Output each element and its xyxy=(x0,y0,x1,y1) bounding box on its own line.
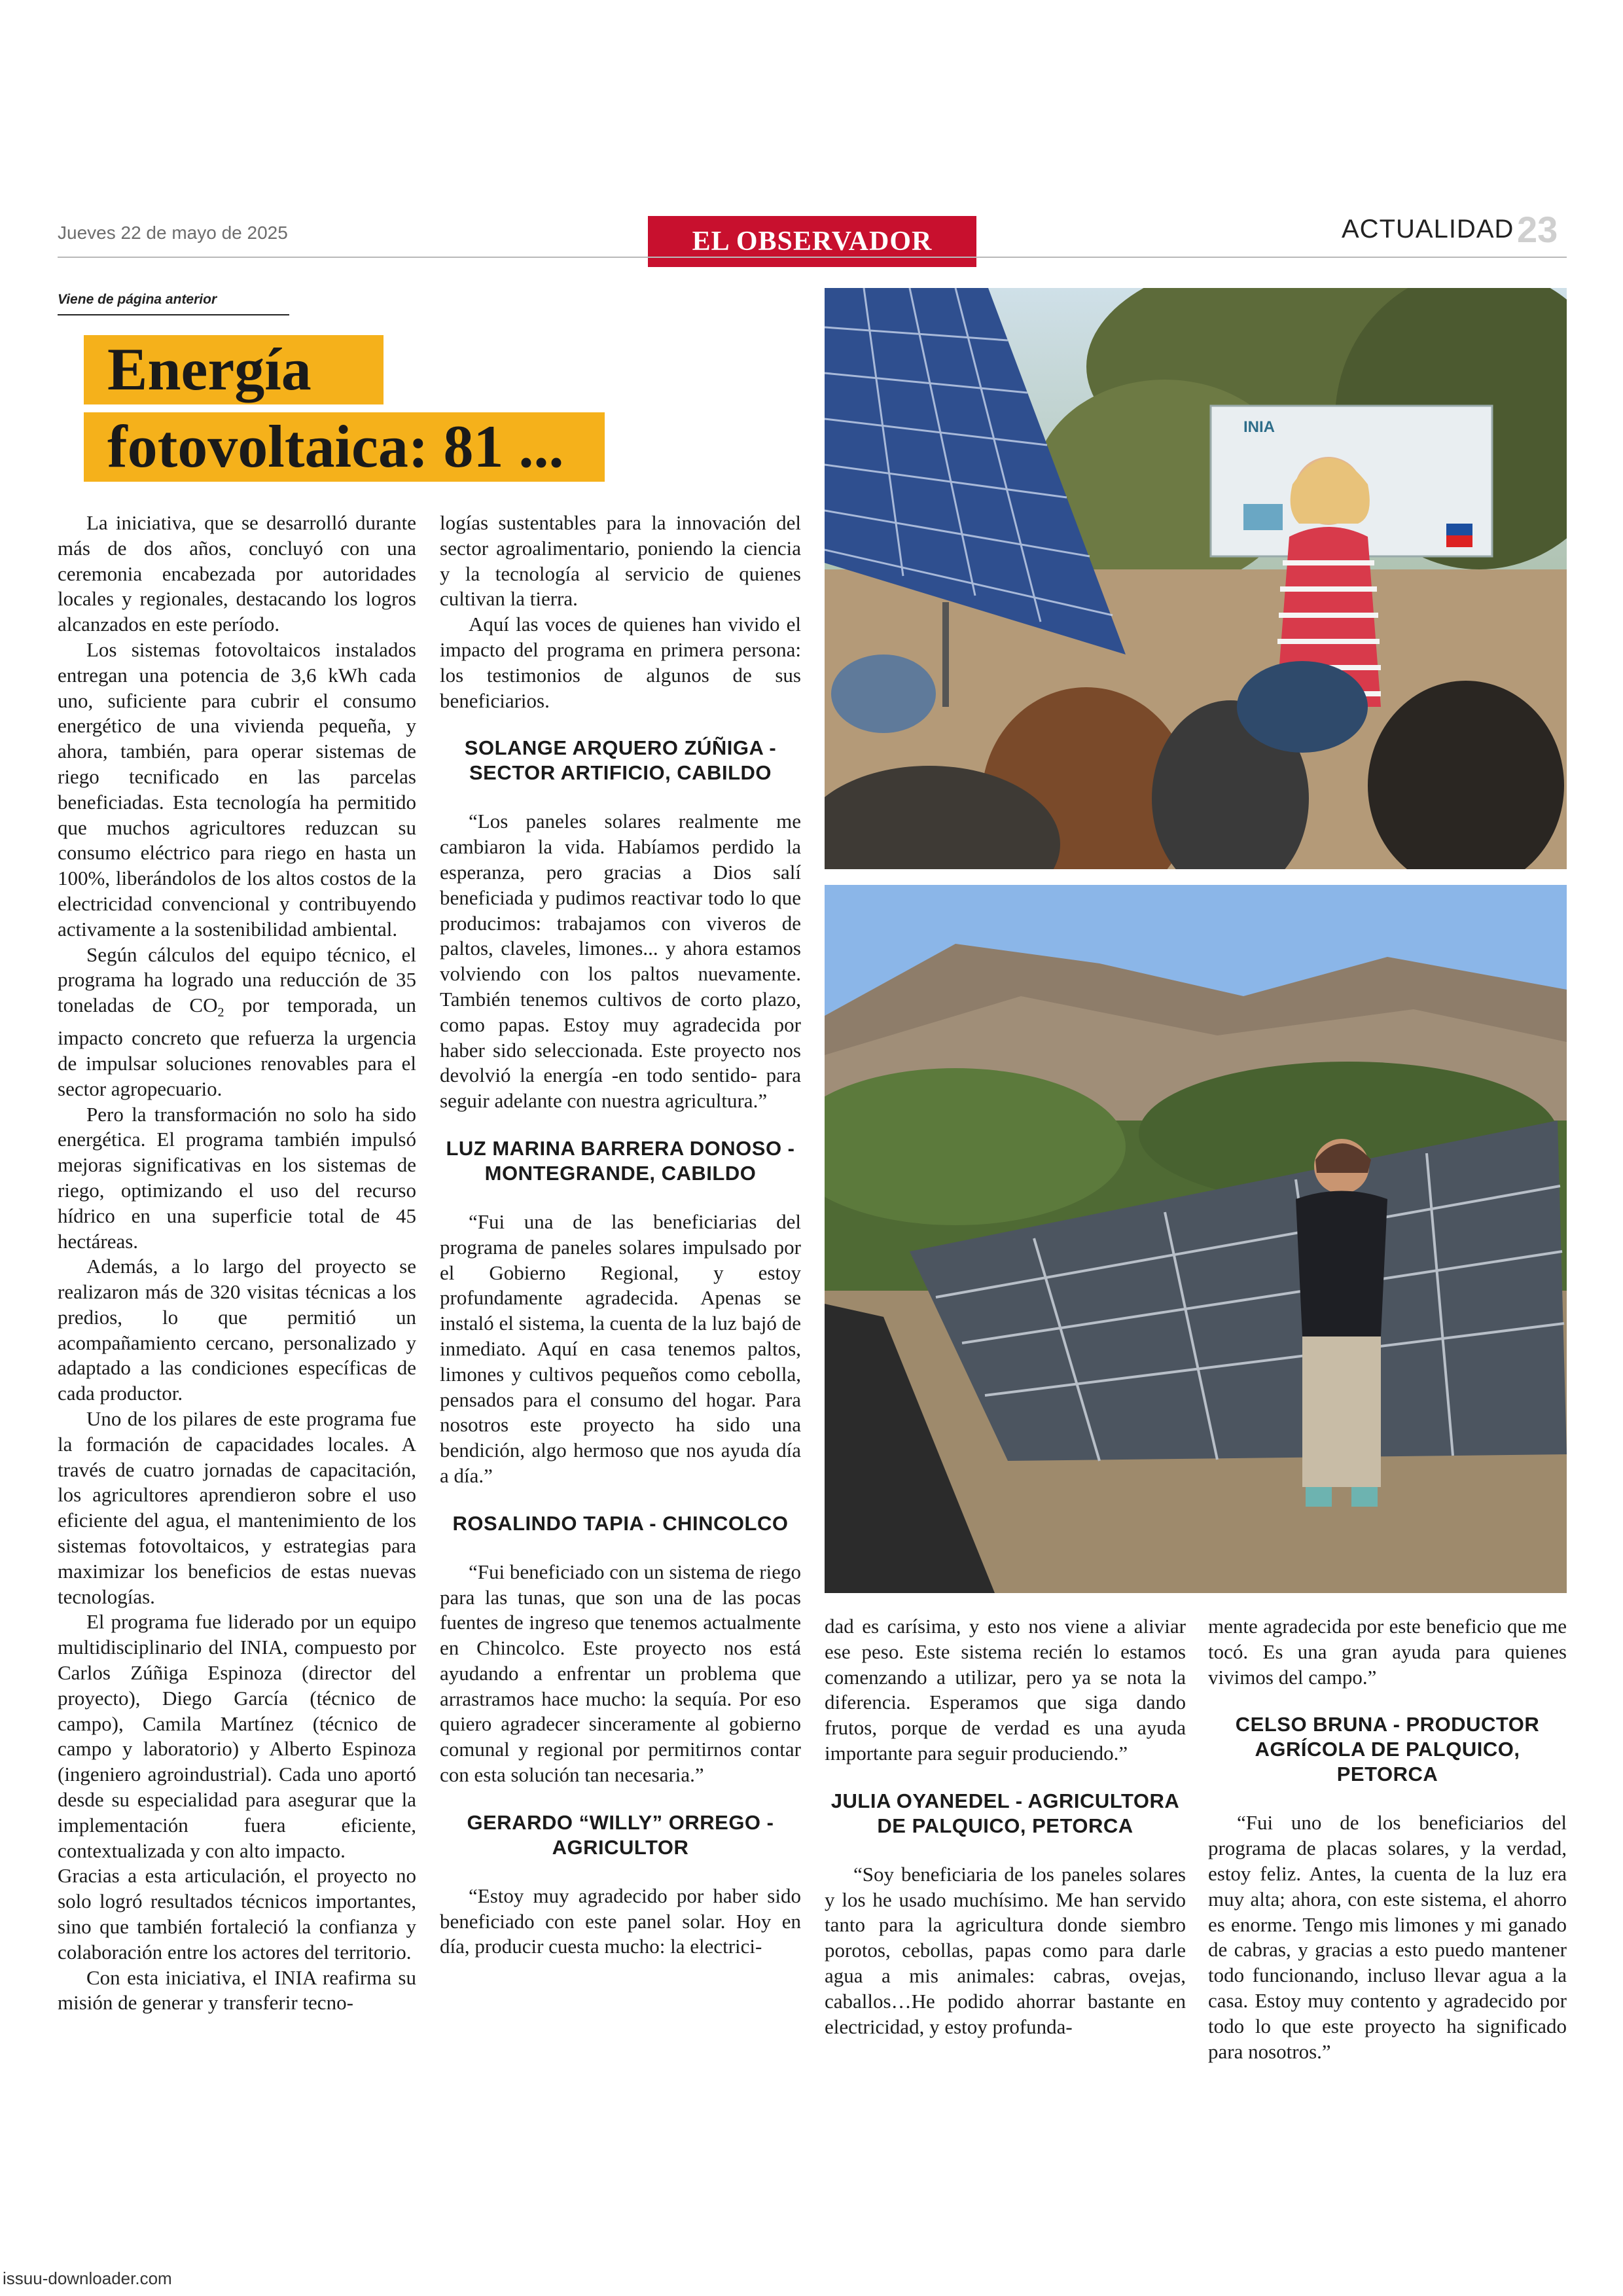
section-title: ACTUALIDAD xyxy=(1342,215,1514,243)
article-column-2 xyxy=(440,511,801,1960)
paragraph: Además, a lo largo del proyecto se realizaron más de 320 visitas técnicas a los predios, lo que permitió un acompañamiento cercano, personalizado y adaptado a las condiciones específicas de cada productor. xyxy=(58,1255,416,1405)
continued-label: Viene de página anterior xyxy=(58,292,217,307)
sign-label: INIA xyxy=(1243,418,1275,436)
paragraph: Uno de los pilares de este programa fue la formación de capacidades locales. A través de cuatro jornadas de capacitación, los agricultores aprendieron sobre el uso eficiente del agua, el mantenimiento de los sistemas fotovoltaicos, y estrategias para maximizar los beneficios de estas nuevas tecnologías. xyxy=(58,1407,416,1608)
testimonial-quote: “Fui una de las beneficiarias del programa de paneles solares impulsado por el Gobierno Regional, y estoy profundamente agradecida. Apenas se instaló el sistema, la cuenta de la luz bajó de inmediato. Aquí en casa tenemos paltos, limones y cultivos pequeños como cebolla, pensados para el consumo del hogar. Para nosotros este proyecto ha sido una bendición, algo hermoso que nos ayuda día a día.” xyxy=(440,1210,801,1487)
testimonial-heading: LUZ MARINA BARRERA DONOSO - MONTEGRANDE, CABILDO xyxy=(446,1136,795,1185)
paragraph: mente agradecida por este beneficio que me tocó. Es una gran ayuda para quienes vivimos del campo.” xyxy=(1208,1615,1567,1689)
paragraph: Los sistemas fotovoltaicos instalados entregan una potencia de 3,6 kWh cada uno, suficiente para cubrir el consumo energético de una vivienda pequeña, y ahora, también, para operar sistemas de riego tecnificado en las parcelas beneficiadas. Esta tecnología ha permitido que muchos agricultores reduzcan su consumo eléctrico para riego en hasta un 100%, liberándolos de los altos costos de la electricidad convencional y contribuyendo activamente a la sostenibilidad ambiental. xyxy=(58,637,416,941)
testimonial-quote: “Los paneles solares realmente me cambiaron la vida. Habíamos perdido la esperanza, pero gracias a Dios salí beneficiada y pudimos reactivar todo lo que producimos: trabajamos con viveros de paltos, claveles, limones... y ahora estamos volviendo con los paltos nuevamente. También tenemos cultivos de corto plazo, como papas. Estoy muy agradecida por haber sido seleccionada. Este proyecto nos devolvió la energía -en todo sentido- para seguir adelante con nuestra agricultura.” xyxy=(440,810,801,1113)
paragraph: Con esta iniciativa, el INIA reafirma su misión de generar y transferir tecno- xyxy=(58,1965,416,2015)
headline-line-2: fotovoltaica: 81 ... xyxy=(84,412,605,482)
testimonial-heading: ROSALINDO TAPIA - CHINCOLCO xyxy=(452,1511,789,1535)
testimonial-heading: SOLANGE ARQUERO ZÚÑIGA - SECTOR ARTIFICIO, CABILDO xyxy=(464,736,777,785)
page-number: 23 xyxy=(1517,209,1558,250)
paragraph: Aquí las voces de quienes han vivido el impacto del programa en primera persona: los testimonios de algunos de sus beneficiarios. xyxy=(440,613,801,712)
headline-line-1: Energía xyxy=(84,335,383,404)
paragraph: dad es carísima, y esto nos viene a aliviar ese peso. Este sistema recién lo estamos comenzando a utilizar, pero ya se nota la diferencia. Esperamos que siga dando frutos, porque de verdad es una ayuda importante para seguir produciendo.” xyxy=(825,1615,1186,1765)
testimonial-quote: “Estoy muy agradecido por haber sido beneficiado con este panel solar. Hoy en día, producir cuesta mucho: la electrici- xyxy=(440,1884,801,1958)
solar-panels-illustration xyxy=(825,885,1567,1593)
testimonial-quote: “Soy beneficiaria de los paneles solares y los he usado muchísimo. Me han servido tanto para la agricultura donde siembro porotos, cebollas, papas como para darle agua a mis animales: cabras, ovejas, caballos…He podido ahorrar bastante en electricidad, y estoy profunda- xyxy=(825,1862,1186,2038)
paragraph: Pero la transformación no solo ha sido energética. El programa también impulsó mejoras significativas en los sistemas de riego, optimizando el uso del recurso hídrico en una superficie total de 45 hectáreas. xyxy=(58,1102,416,1253)
article-column-3 xyxy=(825,1614,1186,2039)
paragraph: La iniciativa, que se desarrolló durante más de dos años, concluyó con una ceremonia encabezada por autoridades locales y regionales, destacando los logros alcanzados en este período. xyxy=(58,511,416,636)
testimonial-quote: “Fui uno de los beneficiarios del programa de placas solares, y la verdad, estoy feliz. Antes, la cuenta de la luz era muy alta; ahora, con este sistema, el ahorro es enorme. Tengo mis limones y mi ganado de cabras, y gracias a esto puedo mantener todo funcionando, incluso llevar agua a la casa. Estoy muy contento y agradecido por todo lo que este proyecto ha significado para nosotros.” xyxy=(1208,1811,1567,2063)
paragraph: Gracias a esta articulación, el proyecto no solo logró resultados técnicos importantes, sino que también fortaleció la confianza y colaboración entre los actores del territorio. xyxy=(58,1864,416,1964)
ceremony-illustration xyxy=(825,288,1567,869)
testimonial-heading: JULIA OYANEDEL - AGRICULTORA DE PALQUICO, PETORCA xyxy=(830,1789,1180,1837)
article-column-1 xyxy=(58,511,416,2016)
article-column-4 xyxy=(1208,1614,1567,2064)
header-rule xyxy=(58,257,1567,258)
paragraph: El programa fue liderado por un equipo multidisciplinario del INIA, compuesto por Carlos Zúñiga Espinoza (director del proyecto), Diego García (técnico de campo), Camila Martínez (técnico de campo y laboratorio) y Alberto Espinoza (ingeniero agroindustrial). Cada uno aportó desde su especialidad para asegurar que la implementación fuera eficiente, contextualizada y con alto impacto. xyxy=(58,1610,416,1862)
continued-underline xyxy=(58,314,289,315)
photo-solar-panels xyxy=(825,885,1567,1593)
masthead-logo[interactable]: EL OBSERVADOR xyxy=(648,216,976,267)
testimonial-heading: GERARDO “WILLY” ORREGO - AGRICULTOR xyxy=(467,1810,774,1859)
paragraph: logías sustentables para la innovación del sector agroalimentario, poniendo la ciencia y la tecnología al servicio de quienes cultivan la tierra. xyxy=(440,511,801,611)
testimonial-heading: CELSO BRUNA - PRODUCTOR AGRÍCOLA DE PALQUICO, PETORCA xyxy=(1235,1713,1540,1786)
publication-date: Jueves 22 de mayo de 2025 xyxy=(58,223,288,243)
paragraph: Según cálculos del equipo técnico, el programa ha logrado una reducción de 35 toneladas de $CO_2$ por temporada, un impacto concreto que refuerza la urgencia de impulsar soluciones renovables para el sector agropecuario. xyxy=(58,942,417,1100)
testimonial-quote: “Fui beneficiado con un sistema de riego para las tunas, que son una de las pocas fuentes de ingreso que tenemos actualmente en Chincolco. Este proyecto nos está ayudando a enfrentar un problema que arrastramos hace mucho: la sequía. Por eso quiero agradecer sinceramente al gobierno comunal y regional por permitirnos contar con esta solución tan necesaria.” xyxy=(440,1560,801,1787)
watermark-footer[interactable]: issuu-downloader.com xyxy=(3,2269,172,2288)
photo-ceremony xyxy=(825,288,1567,869)
